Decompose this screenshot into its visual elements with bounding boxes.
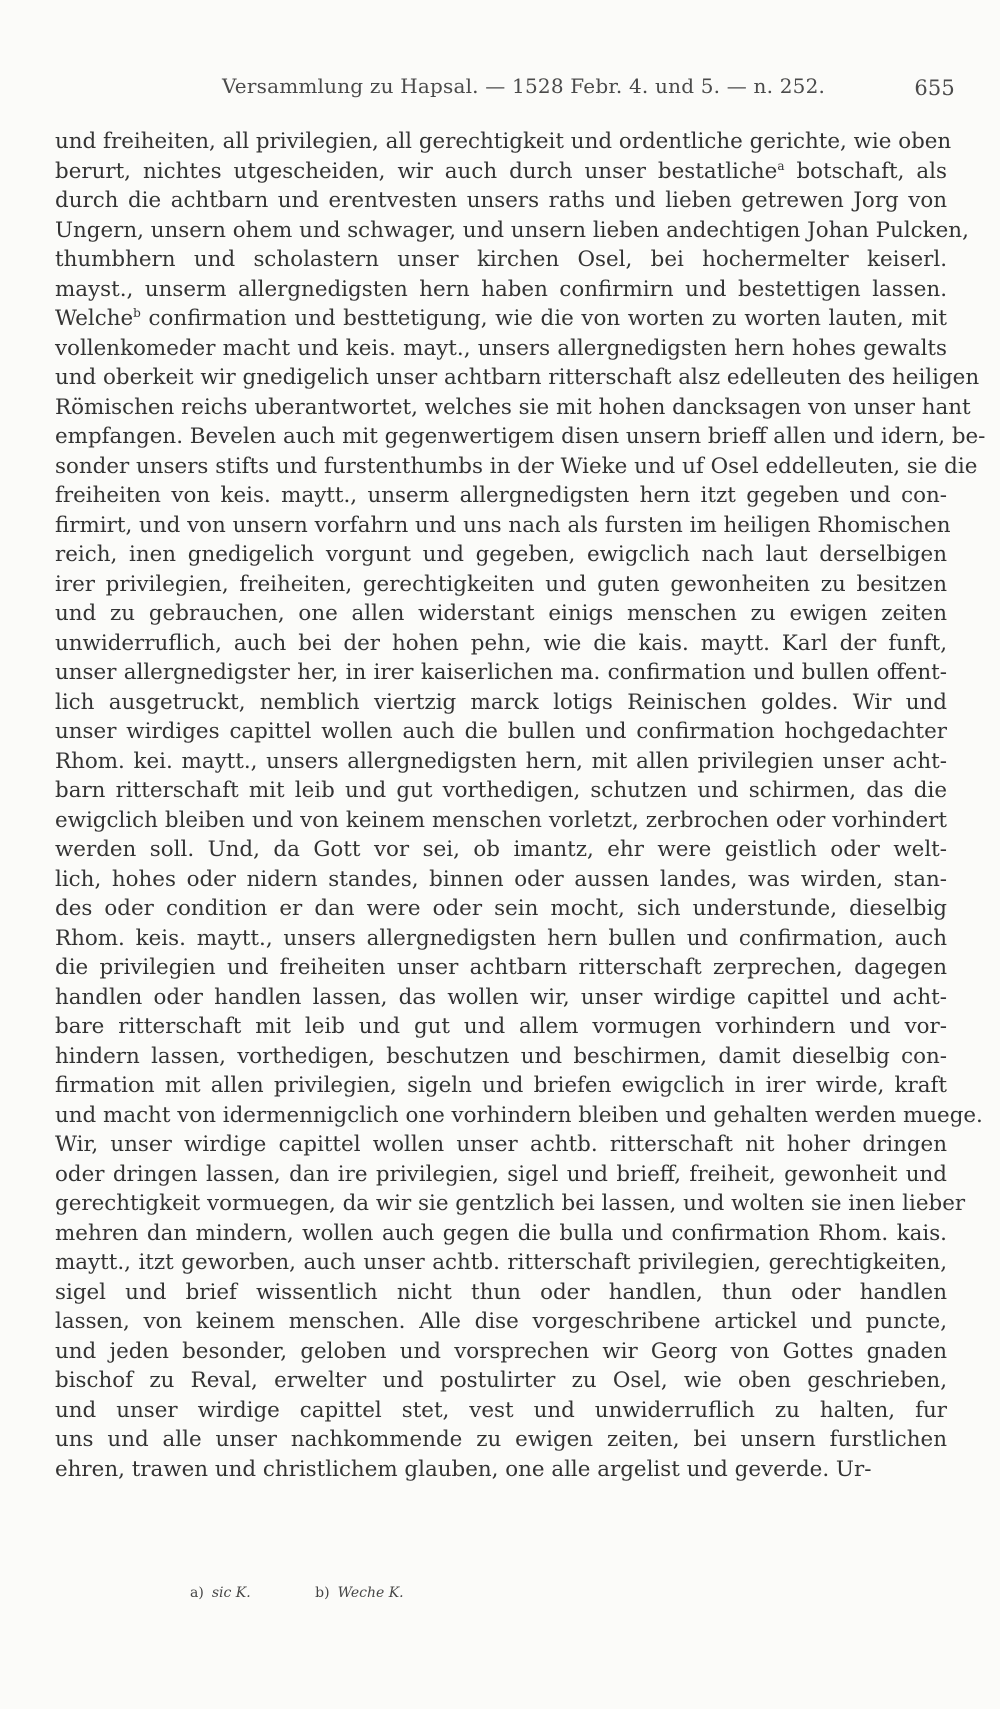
text-line: und freiheiten, all privilegien, all gerechtigkeit und ordentliche gerichte, wie oben <box>55 129 952 154</box>
text-line: Rhom. keis. maytt., unsers allergnedigsten hern bullen und confirmation, auch <box>55 925 947 951</box>
text-line <box>55 157 947 187</box>
text-line: sigel und brief wissentlich nicht thun oder handlen, thun oder handlen <box>55 1279 947 1305</box>
footnote-b <box>315 1585 403 1601</box>
running-head: Versammlung zu Hapsal. — 1528 Febr. 4. und 5. — n. 252. <box>222 74 826 98</box>
text-line: Ungern, unsern ohem und schwager, und unsern lieben andechtigen Johan Pulcken, <box>55 217 969 243</box>
footnote-mark: b) <box>315 1585 330 1601</box>
text-line: empfangen. Bevelen auch mit gegenwertigem disen unsern brieff allen und idern, be- <box>55 424 986 449</box>
text-line: des oder condition er dan were oder sein mocht, sich understunde, dieselbig <box>55 896 947 921</box>
text-line: freiheiten von keis. maytt., unserm allergnedigsten hern itzt gegeben und con- <box>55 483 947 508</box>
text-line: mehren dan mindern, wollen auch gegen die bulla und confirmation Rhom. kais. <box>55 1220 947 1246</box>
text-line: lich, hohes oder nidern standes, binnen oder aussen landes, was wirden, stan- <box>55 866 947 892</box>
text-line: Wir, unser wirdige capittel wollen unser achtb. ritterschaft nit hoher dringen <box>55 1132 947 1157</box>
text-line-part: berurt, nichtes utgescheiden, wir auch durch unser bestatliche <box>55 158 778 184</box>
text-line: und oberkeit wir gnedigelich unser achtbarn ritterschaft alsz edelleuten des heiligen <box>55 365 980 390</box>
footnotes <box>190 1585 464 1601</box>
text-line: und jeden besonder, geloben und vorsprechen wir Georg von Gottes gnaden <box>55 1338 947 1364</box>
footnote-mark-a: a <box>777 158 785 173</box>
text-line: ehren, trawen und christlichem glauben, one alle argelist und geverde. Ur- <box>55 1456 872 1482</box>
text-line: irer privilegien, freiheiten, gerechtigkeiten und guten gewonheiten zu besitzen <box>55 571 947 597</box>
footnote-a <box>190 1585 251 1601</box>
text-line: gerechtigkeit vormuegen, da wir sie gentzlich bei lassen, und wolten sie inen lieber <box>55 1191 966 1216</box>
text-line: firmirt, und von unsern vorfahrn und uns nach als fursten im heiligen Rhomischen <box>55 512 951 538</box>
text-line <box>55 304 947 334</box>
text-line: und macht von idermennigclich one vorhindern bleiben und gehalten werden muege. <box>55 1102 983 1128</box>
text-line: Rhom. kei. maytt., unsers allergnedigsten hern, mit allen privilegien unser acht- <box>55 748 947 774</box>
text-line-part: confirmation und besttetigung, wie die von worten zu worten lauten, mit <box>148 306 947 331</box>
text-line: und unser wirdige capittel stet, vest und unwiderruflich zu halten, fur <box>55 1397 947 1423</box>
footnote-text: sic K. <box>211 1585 251 1601</box>
text-line: bischof zu Reval, erwelter und postulirter zu Osel, wie oben geschrieben, <box>55 1368 947 1393</box>
page-header <box>55 74 955 114</box>
text-line: handlen oder handlen lassen, das wollen wir, unser wirdige capittel und acht- <box>55 984 947 1010</box>
text-line: vollenkomeder macht und keis. mayt., unsers allergnedigsten hern hohes gewalts <box>55 335 947 361</box>
text-line: unser wirdiges capittel wollen auch die bullen und confirmation hochgedachter <box>55 719 947 744</box>
text-line: firmation mit allen privilegien, sigeln und briefen ewigclich in irer wirde, kraft <box>55 1073 947 1098</box>
text-line: lassen, von keinem menschen. Alle dise vorgeschribene artickel und puncte, <box>55 1309 947 1334</box>
text-line: uns und alle unser nachkommende zu ewigen zeiten, bei unsern furstlichen <box>55 1427 947 1452</box>
body-text <box>55 127 986 1484</box>
text-line: unwiderruflich, auch bei der hohen pehn, wie die kais. maytt. Karl der funft, <box>55 630 947 656</box>
text-line: ewigclich bleiben und von keinem menschen vorletzt, zerbrochen oder vorhindert <box>55 807 947 833</box>
text-line: bare ritterschaft mit leib und gut und allem vormugen vorhindern und vor- <box>55 1014 947 1039</box>
footnote-text: Weche K. <box>337 1585 404 1601</box>
text-line: barn ritterschaft mit leib und gut vorthedigen, schutzen und schirmen, das die <box>55 778 947 803</box>
text-line: maytt., itzt geworben, auch unser achtb. ritterschaft privilegien, gerechtigkeiten, <box>55 1250 947 1275</box>
text-line: durch die achtbarn und erentvesten unsers raths und lieben getrewen Jorg von <box>55 188 947 213</box>
text-line: Römischen reichs uberantwortet, welches sie mit hohen dancksagen von unser hant <box>55 394 971 420</box>
text-line-part: Welche <box>55 306 134 331</box>
text-line: oder dringen lassen, dan ire privilegien, sigel und brieff, freiheit, gewonheit und <box>55 1161 947 1187</box>
text-line: reich, inen gnedigelich vorgunt und gegeben, ewigclich nach laut derselbigen <box>55 542 947 567</box>
page-number: 655 <box>914 76 955 100</box>
text-line: mayst., unserm allergnedigsten hern haben confirmirn und bestettigen lassen. <box>55 276 947 302</box>
footnote-mark: a) <box>190 1585 204 1601</box>
text-line: thumbhern und scholastern unser kirchen Osel, bei hochermelter keiserl. <box>55 247 947 272</box>
text-line: sonder unsers stifts und furstenthumbs in der Wieke und uf Osel eddelleuten, sie die <box>55 453 978 479</box>
text-line: die privilegien und freiheiten unser achtbarn ritterschaft zerprechen, dagegen <box>55 955 947 980</box>
text-line: werden soll. Und, da Gott vor sei, ob imantz, ehr were geistlich oder welt- <box>55 837 947 862</box>
text-line: lich ausgetruckt, nemblich viertzig marck lotigs Reinischen goldes. Wir und <box>55 689 947 715</box>
text-line-part: botschaft, als <box>796 158 947 184</box>
text-line: hindern lassen, vorthedigen, beschutzen und beschirmen, damit dieselbig con- <box>55 1043 947 1069</box>
footnote-mark-b: b <box>133 305 141 320</box>
text-line: und zu gebrauchen, one allen widerstant einigs menschen zu ewigen zeiten <box>55 601 947 626</box>
text-line: unser allergnedigster her, in irer kaiserlichen ma. confirmation und bullen offent- <box>55 660 947 685</box>
